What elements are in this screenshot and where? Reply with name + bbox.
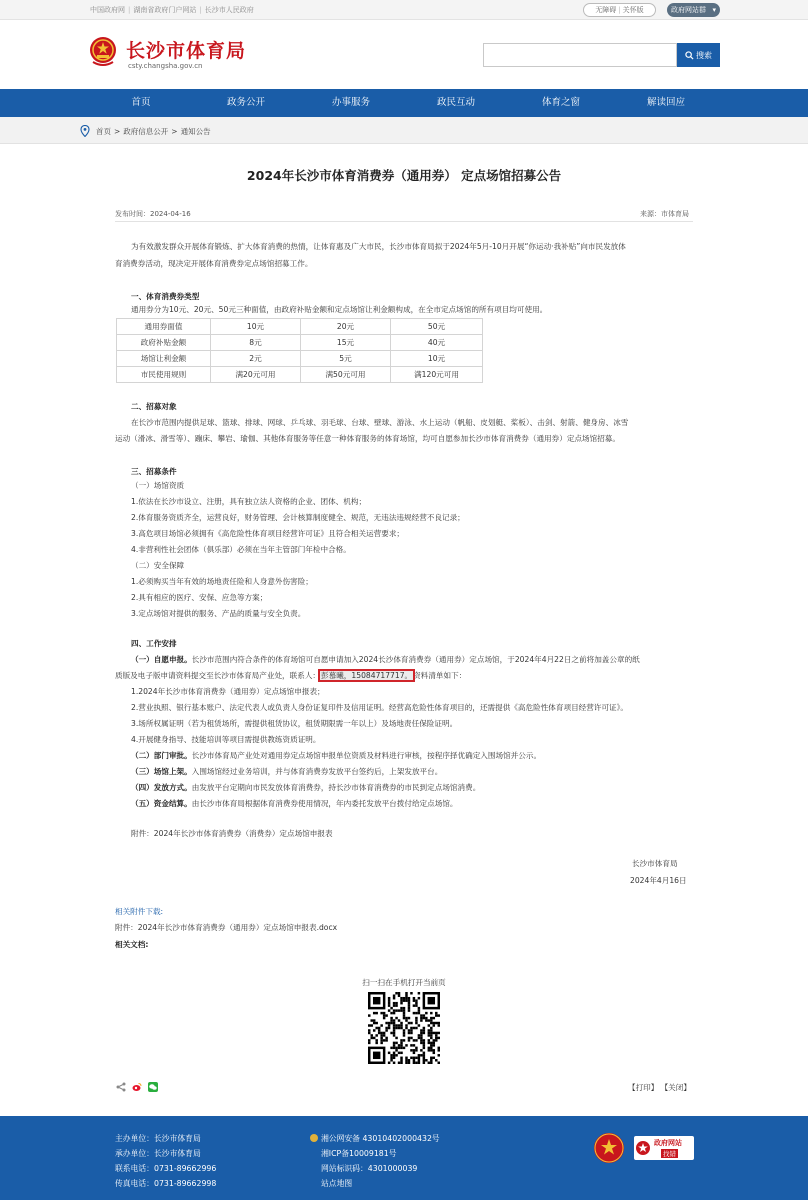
material-item: 2.营业执照、银行基本账户、法定代表人或负责人身份证复印件及信用证明。经营高危险性体育项目的，还需提供《高危险性体育项目经营许可证》。 xyxy=(131,703,629,712)
section-2-text-line-2: 运动（滑冰、滑雪等）、蹦床、攀岩、瑜伽、其他体育服务等任意一种体育服务的体育场馆，均可自愿参加长沙市体育消费券（通用券）定点场馆招募。 xyxy=(115,434,620,443)
step-text: 长沙市范围内符合条件的体育场馆可自愿申请加入2024长沙体育消费券（通用券）定点场馆，于2024年4月22日之前将加盖公章的纸 xyxy=(191,655,640,664)
table-cell: 5元 xyxy=(301,351,391,367)
table-cell: 40元 xyxy=(391,335,483,351)
publish-time: 发布时间：2024-04-16 xyxy=(115,210,191,218)
article-source: 来源：市体育局 xyxy=(640,210,689,218)
search-input[interactable] xyxy=(483,43,677,67)
section-4-step-1-cont xyxy=(115,668,695,685)
table-row xyxy=(117,335,483,351)
breadcrumb-home[interactable]: 首页 xyxy=(96,127,111,136)
badge-title: 政府网站 xyxy=(654,1139,682,1147)
condition-item: 1.必须购买当年有效的场地责任险和人身意外伤害险； xyxy=(131,577,313,586)
search-button-label: 搜索 xyxy=(696,50,712,60)
attachment-note: 附件：2024年长沙市体育消费券（消费券）定点场馆申报表 xyxy=(131,829,333,838)
table-row xyxy=(117,351,483,367)
section-4-step-3 xyxy=(115,764,695,781)
footer-organizer: 承办单位：长沙市体育局 xyxy=(115,1149,201,1158)
breadcrumb-notices[interactable]: 通知公告 xyxy=(180,127,211,136)
section-3-sub-2: （二）安全保障 xyxy=(131,561,185,570)
footer-police-record[interactable]: 湘公网安备 43010402000432号 xyxy=(310,1131,440,1146)
condition-item: 1.依法在长沙市设立、注册，具有独立法人资格的企业、团体、机构； xyxy=(131,497,367,506)
section-2-title: 二、招募对象 xyxy=(131,402,177,411)
condition-item: 4.非营利性社会团体（俱乐部）必须在当年主管部门年检中合格。 xyxy=(131,545,351,554)
article-actions xyxy=(622,1082,691,1093)
link-hunan-gov[interactable]: 湖南省政府门户网站 xyxy=(133,6,197,14)
section-4-step-4 xyxy=(115,780,695,797)
table-cell: 满20元可用 xyxy=(211,367,301,383)
step-lead: （三）场馆上架。 xyxy=(131,767,192,776)
site-name[interactable]: 长沙市体育局 xyxy=(126,40,247,62)
main-nav xyxy=(0,89,808,117)
gov-site-error-finder-badge[interactable] xyxy=(634,1136,694,1160)
intro-paragraph-line-2: 育消费券活动，现决定开展体育消费券定点场馆招募工作。 xyxy=(115,259,313,268)
top-bar xyxy=(0,0,808,20)
footer-contact xyxy=(115,1131,216,1191)
close-button[interactable]: 【关闭】 xyxy=(664,1083,691,1092)
step-lead: （一）自愿申报。 xyxy=(131,655,192,664)
table-cell: 满50元可用 xyxy=(301,367,391,383)
step-lead: （四）发放方式。 xyxy=(131,783,192,792)
material-item: 4.开展健身指导、技能培训等项目需提供教练资质证明。 xyxy=(131,735,321,744)
accessibility-button[interactable]: 无障碍 xyxy=(595,6,617,14)
related-docs-label: 相关文档: xyxy=(115,940,149,949)
condition-item: 3.高危项目场馆必须拥有《高危险性体育项目经营许可证》且符合相关运营要求； xyxy=(131,529,405,538)
section-4-title: 四、工作安排 xyxy=(131,639,177,648)
footer-phone: 联系电话：0731-89662996 xyxy=(115,1164,217,1173)
signature-org: 长沙市体育局 xyxy=(632,859,678,868)
site-group-dropdown[interactable] xyxy=(667,3,720,17)
table-row xyxy=(117,319,483,335)
footer-registration xyxy=(310,1131,440,1191)
material-item: 1.2024年长沙市体育消费券（通用券）定点场馆申报表； xyxy=(131,687,325,696)
nav-home[interactable]: 首页 xyxy=(131,97,151,108)
location-pin-icon xyxy=(80,125,90,137)
nav-services[interactable]: 办事服务 xyxy=(331,97,370,108)
share-icons xyxy=(116,1082,158,1092)
party-gov-emblem-icon[interactable] xyxy=(594,1133,624,1163)
search-button[interactable] xyxy=(677,43,720,67)
signature-date: 2024年4月16日 xyxy=(630,876,687,885)
contact-prefix: 质版及电子版申请资料提交至长沙市体育局产业处，联系人： xyxy=(115,671,321,680)
site-group-label: 政府网站群 xyxy=(671,6,706,14)
link-gov-cn[interactable]: 中国政府网 xyxy=(90,6,125,14)
step-text: 由长沙市体育局根据体育消费券使用情况，年内委托发放平台拨付给定点场馆。 xyxy=(191,799,458,808)
article-title: 2024年长沙市体育消费券（通用券） 定点场馆招募公告 xyxy=(246,168,562,183)
table-cell: 场馆让利金额 xyxy=(117,351,211,367)
nav-sports-window[interactable]: 体育之窗 xyxy=(541,97,580,108)
section-1-title: 一、体育消费券类型 xyxy=(131,292,200,301)
contact-highlight: 彭慕曦，15084717717。 xyxy=(321,671,413,680)
step-lead: （二）部门审批。 xyxy=(131,751,192,760)
table-cell: 政府补贴金额 xyxy=(117,335,211,351)
voucher-table xyxy=(116,318,483,383)
table-cell: 15元 xyxy=(301,335,391,351)
qr-code xyxy=(368,992,440,1064)
section-4-step-5 xyxy=(115,796,695,813)
step-text: 长沙市体育局产业处对通用券定点场馆申报单位资质及材料进行审核，按程序择优确定入围场馆并公示。 xyxy=(191,751,542,760)
table-cell: 市民使用规则 xyxy=(117,367,211,383)
table-cell: 20元 xyxy=(301,319,391,335)
care-mode-button[interactable]: 关怀版 xyxy=(622,6,644,14)
nav-interpretation[interactable]: 解读回应 xyxy=(646,97,685,108)
breadcrumb: 首页 > 政府信息公开 > 通知公告 xyxy=(96,127,211,136)
nav-gov-affairs[interactable]: 政务公开 xyxy=(226,97,265,108)
chevron-down-icon: ▾ xyxy=(712,6,716,14)
table-cell: 50元 xyxy=(391,319,483,335)
step-lead: （五）资金结算。 xyxy=(131,799,192,808)
table-cell: 8元 xyxy=(211,335,301,351)
site-header xyxy=(0,21,808,89)
table-cell: 10元 xyxy=(391,351,483,367)
footer-host: 主办单位：长沙市体育局 xyxy=(115,1134,201,1143)
top-links: 中国政府网 | 湖南省政府门户网站 | 长沙市人民政府 xyxy=(90,6,254,14)
section-4-step-2 xyxy=(115,748,695,765)
footer-fax: 传真电话：0731-89662998 xyxy=(115,1179,217,1188)
contact-suffix: 资料清单如下： xyxy=(413,671,467,680)
table-cell: 2元 xyxy=(211,351,301,367)
material-item: 3.场所权属证明（若为租赁场所，需提供租赁协议，租赁期限需一年以上）及场地责任保险证明。 xyxy=(131,719,458,728)
table-cell: 满120元可用 xyxy=(391,367,483,383)
search-icon xyxy=(685,51,694,60)
attachment-file-link[interactable]: 附件：2024年长沙市体育消费券（通用券）定点场馆申报表.docx xyxy=(115,923,338,932)
nav-interaction[interactable]: 政民互动 xyxy=(436,97,475,108)
accessibility-toggle-group: 无障碍 | 关怀版 xyxy=(583,3,656,17)
table-cell: 通用券面值 xyxy=(117,319,211,335)
section-3-sub-1: （一）场馆资质 xyxy=(131,481,185,490)
breadcrumb-info-public[interactable]: 政府信息公开 xyxy=(123,127,169,136)
weibo-icon[interactable] xyxy=(132,1082,142,1092)
footer-sitemap[interactable]: 站点地图 xyxy=(321,1179,353,1188)
condition-item: 3.定点场馆对提供的服务、产品的质量与安全负责。 xyxy=(131,609,306,618)
section-1-text: 通用券分为10元、20元、50元三种面值，由政府补贴金额和定点场馆让利金额构成，在全市定点场馆的所有项目均可使用。 xyxy=(131,305,548,314)
wechat-icon[interactable] xyxy=(148,1082,158,1092)
step-text: 入围场馆经过业务培训，并与体育消费券发放平台签约后，上架发放平台。 xyxy=(191,767,443,776)
police-badge-icon xyxy=(310,1134,318,1142)
footer-icp[interactable]: 湘ICP备10009181号 xyxy=(321,1149,397,1158)
site-footer xyxy=(0,1116,808,1200)
footer-site-code: 网站标识码：4301000039 xyxy=(321,1164,418,1173)
intro-paragraph-line-1: 为有效激发群众开展体育锻炼、扩大体育消费的热情，让体育惠及广大市民，长沙市体育局拟于2024年5月-10月开展“你运动·我补贴”向市民发放体 xyxy=(131,242,626,251)
qr-caption: 扫一扫在手机打开当前页 xyxy=(362,978,446,987)
table-cell: 10元 xyxy=(211,319,301,335)
national-emblem-icon[interactable] xyxy=(88,35,118,67)
step-text: 由发放平台定期向市民发放体育消费券，持长沙市体育消费券的市民到定点场馆消费。 xyxy=(191,783,481,792)
condition-item: 2.具有相应的医疗、安保、应急等方案； xyxy=(131,593,268,602)
site-domain: csty.changsha.gov.cn xyxy=(128,62,203,70)
section-3-title: 三、招募条件 xyxy=(131,467,177,476)
share-icon[interactable] xyxy=(116,1082,126,1092)
link-changsha-gov[interactable]: 长沙市人民政府 xyxy=(204,6,254,14)
breadcrumb-bar xyxy=(0,117,808,144)
section-4-step-1 xyxy=(115,652,695,669)
condition-item: 2.体育服务资质齐全，运营良好，财务管理、会计核算制度健全、规范，无违法违规经营不良记录； xyxy=(131,513,465,522)
table-row xyxy=(117,367,483,383)
section-2-text-line-1: 在长沙市范围内提供足球、篮球、排球、网球、乒乓球、羽毛球、台球、壁球、游泳、水上运动（帆船、皮划艇、桨板）、击剑、射箭、健身房、冰雪 xyxy=(131,418,629,427)
badge-subtitle: 找错 xyxy=(663,1150,676,1158)
print-button[interactable]: 【打印】 xyxy=(628,1083,659,1092)
attachment-download-label: 相关附件下载: xyxy=(115,907,164,916)
divider xyxy=(115,221,693,222)
